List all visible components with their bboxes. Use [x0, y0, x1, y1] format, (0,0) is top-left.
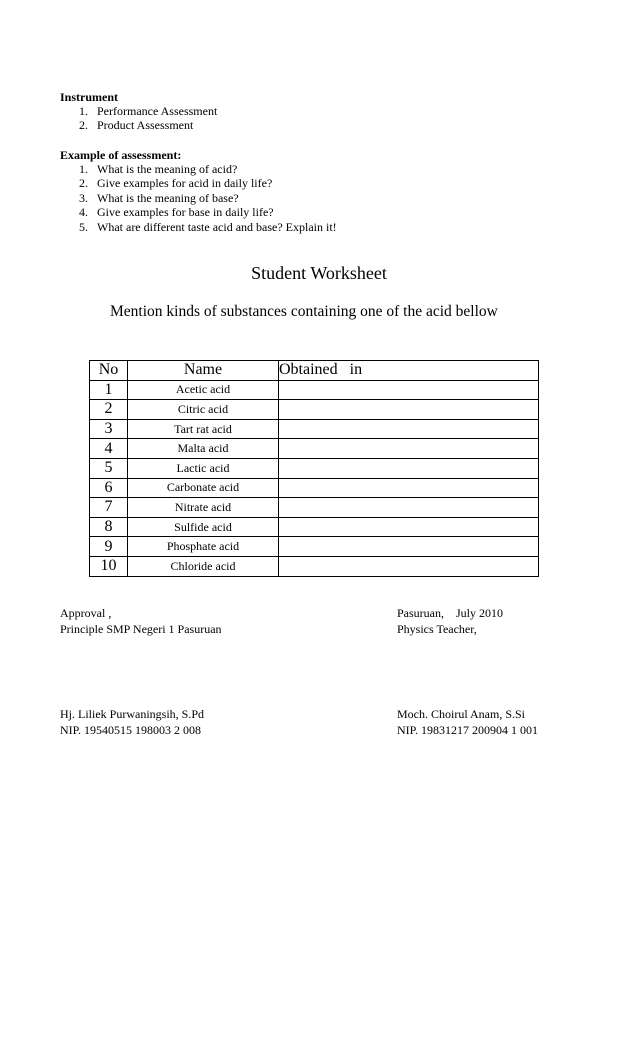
item-number: 3.: [79, 190, 88, 205]
obtained-in-cell[interactable]: [279, 458, 539, 478]
item-text: What are different taste acid and base? Explain it!: [97, 219, 337, 234]
obtained-in-cell[interactable]: [279, 537, 539, 557]
principal-role: Principle SMP Negeri 1 Pasuruan: [60, 622, 222, 636]
assessment-heading: Example of assessment:: [60, 148, 182, 162]
item-text: Product Assessment: [97, 118, 194, 133]
row-number: 6: [90, 478, 128, 498]
row-number: 8: [90, 517, 128, 537]
obtained-in-cell[interactable]: [279, 478, 539, 498]
instrument-item: [60, 118, 217, 132]
instrument-list: [60, 104, 217, 133]
row-number: 1: [90, 380, 128, 400]
table-row: [90, 458, 539, 478]
table-row: [90, 478, 539, 498]
acid-name: Acetic acid: [128, 380, 279, 400]
worksheet-title: Student Worksheet: [251, 263, 387, 283]
obtained-in-cell[interactable]: [279, 380, 539, 400]
table-row: [90, 400, 539, 420]
row-number: 2: [90, 400, 128, 420]
worksheet-instruction: Mention kinds of substances containing one of the acid bellow: [110, 303, 498, 320]
row-number: 5: [90, 458, 128, 478]
acid-table: [89, 360, 539, 577]
table-row: [90, 498, 539, 518]
acid-name: Malta acid: [128, 439, 279, 459]
row-number: 9: [90, 537, 128, 557]
acid-name: Citric acid: [128, 400, 279, 420]
acid-name: Carbonate acid: [128, 478, 279, 498]
obtained-in-cell[interactable]: [279, 517, 539, 537]
item-number: 2.: [79, 176, 88, 191]
assessment-item: [60, 220, 337, 234]
acid-name: Phosphate acid: [128, 537, 279, 557]
obtained-in-cell[interactable]: [279, 419, 539, 439]
item-text: What is the meaning of base?: [97, 190, 239, 205]
table-row: [90, 419, 539, 439]
teacher-role: Physics Teacher,: [397, 622, 477, 636]
item-number: 2.: [79, 118, 88, 133]
acid-name: Sulfide acid: [128, 517, 279, 537]
table-row: [90, 439, 539, 459]
acid-name: Tart rat acid: [128, 419, 279, 439]
row-number: 4: [90, 439, 128, 459]
assessment-item: [60, 191, 337, 205]
table-row: [90, 517, 539, 537]
column-header-no: No: [90, 361, 128, 381]
assessment-item: [60, 205, 337, 219]
obtained-in-cell[interactable]: [279, 439, 539, 459]
item-text: Performance Assessment: [97, 104, 218, 118]
row-number: 3: [90, 419, 128, 439]
table-header-row: [90, 361, 539, 381]
obtained-in-cell[interactable]: [279, 400, 539, 420]
item-text: Give examples for base in daily life?: [97, 205, 274, 220]
item-text: Give examples for acid in daily life?: [97, 176, 273, 191]
item-number: 4.: [79, 205, 88, 220]
obtained-in-cell[interactable]: [279, 498, 539, 518]
acid-name: Chloride acid: [128, 556, 279, 576]
approval-label: Approval ,: [60, 606, 112, 620]
acid-name: Nitrate acid: [128, 498, 279, 518]
item-number: 1.: [79, 104, 88, 118]
table-row: [90, 556, 539, 576]
teacher-name: Moch. Choirul Anam, S.Si: [397, 707, 526, 721]
column-header-name: Name: [128, 361, 279, 381]
column-header-obtained: Obtained in: [279, 361, 539, 381]
row-number: 10: [90, 556, 128, 576]
item-text: What is the meaning of acid?: [97, 162, 238, 176]
item-number: 1.: [79, 162, 88, 176]
table-row: [90, 537, 539, 557]
item-number: 5.: [79, 219, 88, 234]
acid-name: Lactic acid: [128, 458, 279, 478]
obtained-in-cell[interactable]: [279, 556, 539, 576]
principal-nip: NIP. 19540515 198003 2 008: [60, 723, 202, 737]
assessment-list: [60, 162, 337, 234]
principal-name: Hj. Liliek Purwaningsih, S.Pd: [60, 707, 205, 721]
instrument-heading: Instrument: [60, 90, 119, 104]
table-row: [90, 380, 539, 400]
place-date: Pasuruan, July 2010: [397, 606, 503, 620]
row-number: 7: [90, 498, 128, 518]
assessment-item: [60, 176, 337, 190]
assessment-item: [60, 162, 337, 176]
teacher-nip: NIP. 19831217 200904 1 001: [397, 723, 539, 737]
instrument-item: [60, 104, 217, 118]
